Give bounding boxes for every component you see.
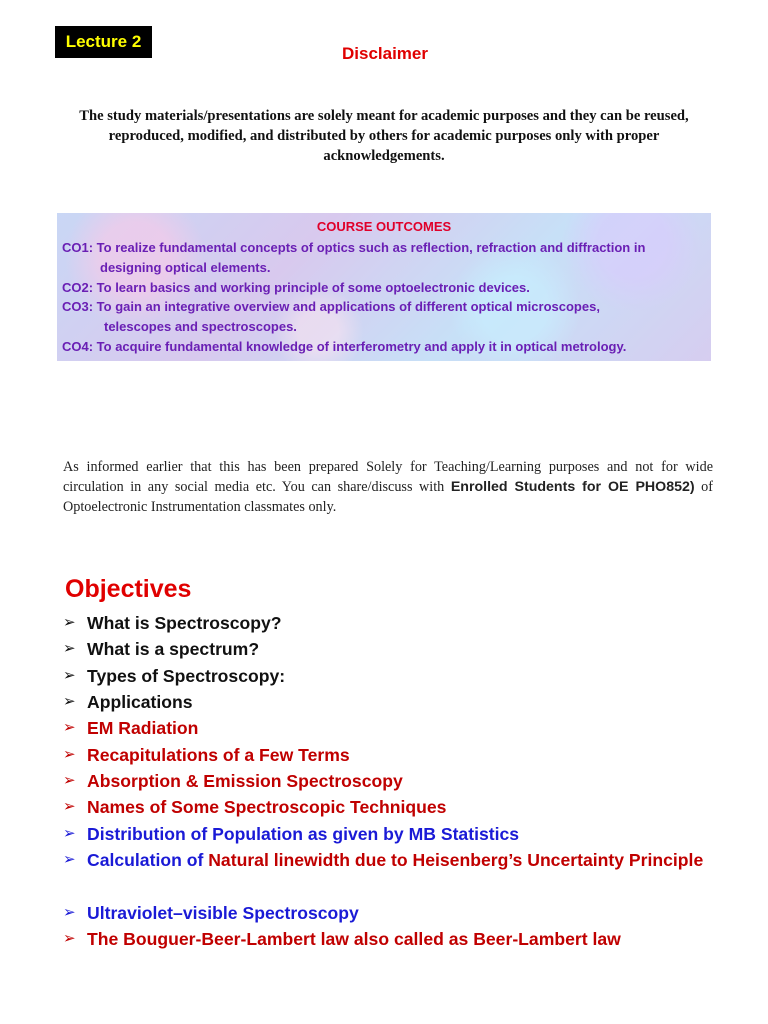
list-item (63, 768, 403, 794)
arrow-bullet-icon: ➢ (63, 614, 76, 631)
list-item (63, 663, 285, 689)
usage-note (63, 457, 713, 517)
arrow-bullet-icon: ➢ (63, 851, 76, 868)
arrow-bullet-icon: ➢ (63, 746, 76, 763)
course-outcome-1: CO1: To realize fundamental concepts of optics such as reflection, refraction and diffraction in (62, 240, 646, 255)
list-item-label: Applications (87, 692, 193, 712)
list-item (63, 926, 621, 952)
list-item-label-red: Natural linewidth due to Heisenberg’s Uncertainty Principle (208, 850, 704, 870)
usage-note-text: As informed earlier that this has been prepared Solely for Teaching/Learning purposes and not for wide circulation in any social media etc. You can share/discuss with (63, 459, 713, 495)
arrow-bullet-icon: ➢ (63, 667, 76, 684)
list-item (63, 900, 359, 926)
list-item-label: Ultraviolet–visible Spectroscopy (87, 903, 359, 923)
list-item-label: Recapitulations of a Few Terms (87, 745, 350, 765)
course-outcome-2: CO2: To learn basics and working principle of some optoelectronic devices. (62, 280, 530, 295)
arrow-bullet-icon: ➢ (63, 825, 76, 842)
list-item-label-blue: Calculation of (87, 850, 209, 870)
list-item (63, 610, 282, 636)
course-outcome-1-cont: designing optical elements. (100, 260, 271, 275)
usage-note-end: of Optoelectronic Instrumentation classmates only. (63, 479, 713, 515)
list-item-label: Absorption & Emission Spectroscopy (87, 771, 403, 791)
arrow-bullet-icon: ➢ (63, 798, 76, 815)
list-item-label (87, 847, 727, 873)
list-item (63, 794, 446, 820)
list-item-label: The Bouguer-Beer-Lambert law also called as Beer-Lambert law (87, 929, 621, 949)
arrow-bullet-icon: ➢ (63, 930, 76, 947)
course-outcome-4: CO4: To acquire fundamental knowledge of interferometry and apply it in optical metrology. (62, 339, 627, 354)
list-item-label: What is Spectroscopy? (87, 613, 282, 633)
objectives-heading: Objectives (65, 575, 192, 603)
course-outcomes-box (57, 213, 711, 361)
list-item (63, 847, 727, 873)
list-item-label: Distribution of Population as given by MB Statistics (87, 824, 520, 844)
disclaimer-title: Disclaimer (342, 44, 428, 63)
list-item-label: What is a spectrum? (87, 639, 260, 659)
course-outcome-3-cont: telescopes and spectroscopes. (104, 319, 297, 334)
course-outcomes-title: COURSE OUTCOMES (316, 219, 452, 234)
list-item (63, 821, 519, 847)
list-item (63, 636, 259, 662)
list-item (63, 742, 350, 768)
disclaimer-text: The study materials/presentations are solely meant for academic purposes and they can be reused, reproduced, modified, and distributed by others for academic purposes only with proper acknowledgements. (79, 108, 689, 164)
arrow-bullet-icon: ➢ (63, 719, 76, 736)
list-item-label: EM Radiation (87, 718, 199, 738)
list-item (63, 715, 198, 741)
lecture-badge: Lecture 2 (55, 26, 152, 58)
list-item-label: Types of Spectroscopy: (87, 666, 286, 686)
usage-note-bold: Enrolled Students for OE PHO852) (450, 479, 695, 495)
arrow-bullet-icon: ➢ (63, 640, 76, 657)
list-item (63, 689, 193, 715)
arrow-bullet-icon: ➢ (63, 904, 76, 921)
list-item-label: Names of Some Spectroscopic Techniques (87, 797, 447, 817)
arrow-bullet-icon: ➢ (63, 772, 76, 789)
arrow-bullet-icon: ➢ (63, 693, 76, 710)
course-outcome-3: CO3: To gain an integrative overview and applications of different optical microscopes, (62, 299, 600, 314)
